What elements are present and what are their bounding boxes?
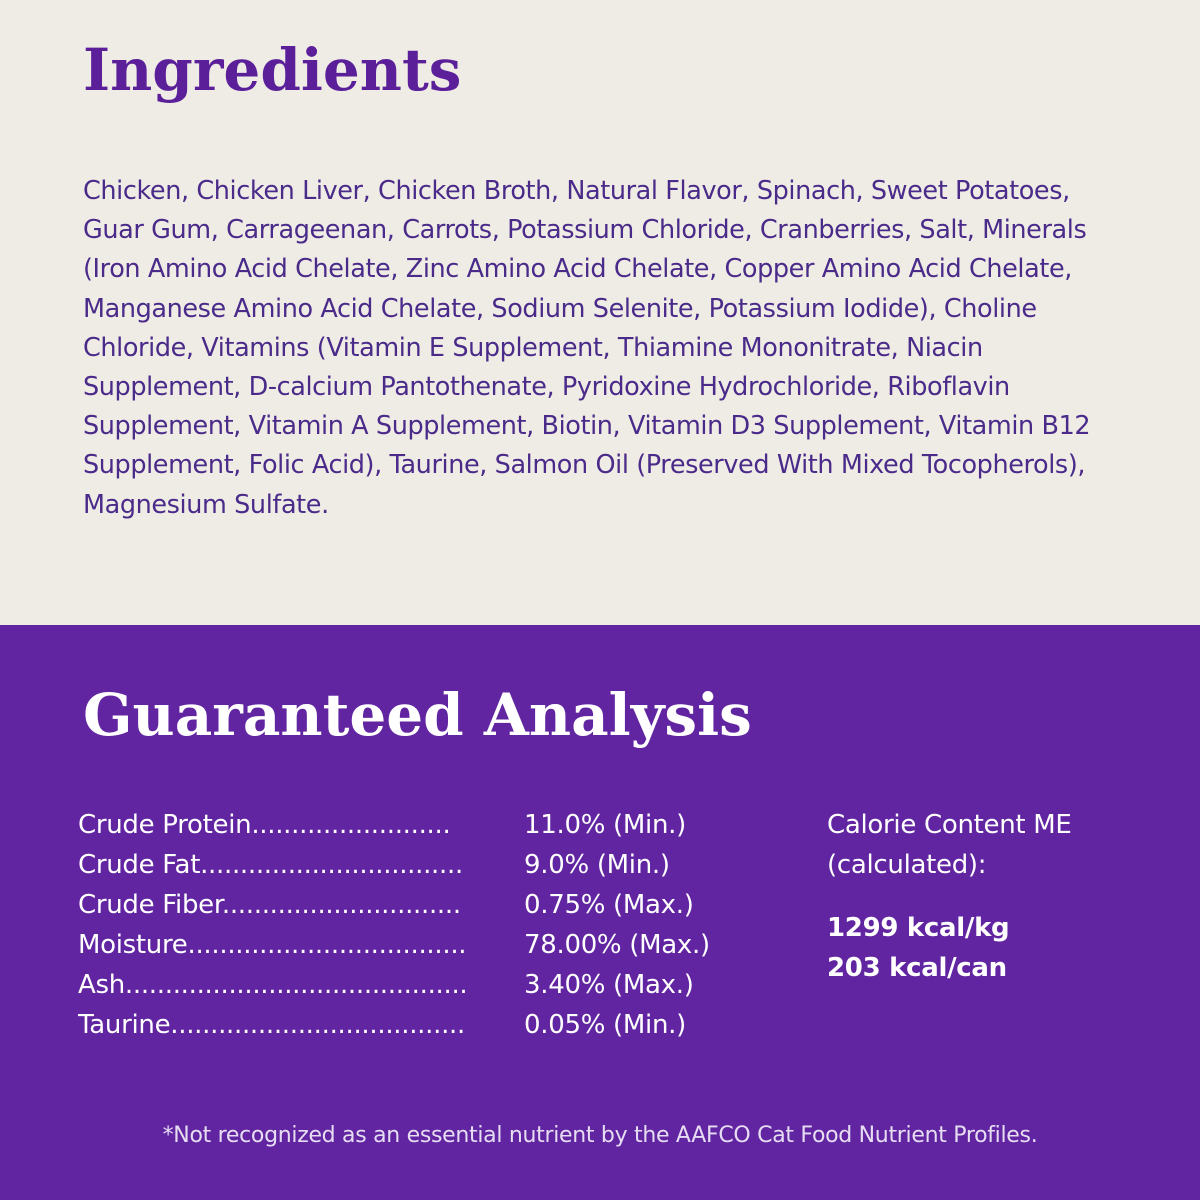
analysis-row-ash	[78, 965, 768, 1005]
guaranteed-analysis-heading: Guaranteed Analysis	[83, 681, 752, 749]
analysis-row-label: Crude Protein.........................	[78, 810, 451, 840]
analysis-row-moisture	[78, 925, 768, 965]
analysis-table	[78, 805, 768, 1045]
ingredients-list: Chicken, Chicken Liver, Chicken Broth, Natural Flavor, Spinach, Sweet Potatoes, Guar Gum, Carrageenan, Carrots, Potassium Chloride, Cranberries, Salt, Minerals (Iron Amino Acid Chelate, Zinc Amino Acid Chelate, Copper Amino Acid Chelate, Manganese Amino Acid Chelate, Sodium Selenite, Potassium Iodide), Choline Chloride, Vitamins (Vitamin E Supplement, Thiamine Mononitrate, Niacin Supplement, D-calcium Pantothenate, Pyridoxine Hydrochloride, Riboflavin Supplement, Vitamin A Supplement, Biotin, Vitamin D3 Supplement, Vitamin B12 Supplement, Folic Acid), Taurine, Salmon Oil (Preserved With Mixed Tocopherols), Magnesium Sulfate.	[83, 176, 1091, 520]
analysis-row-label: Taurine.....................................	[78, 1010, 465, 1040]
analysis-row-label: Crude Fiber..............................	[78, 890, 461, 920]
analysis-row-label: Ash...........................................	[78, 970, 468, 1000]
analysis-row-value: 78.00% (Max.)	[524, 930, 710, 960]
calorie-label-line1: Calorie Content ME	[827, 810, 1072, 840]
analysis-row-label: Moisture...................................	[78, 930, 467, 960]
calorie-value-per-can: 203 kcal/can	[827, 953, 1007, 983]
calorie-value-per-kg: 1299 kcal/kg	[827, 913, 1010, 943]
analysis-row-crude-fiber	[78, 885, 768, 925]
calorie-values	[827, 908, 1157, 988]
analysis-row-crude-fat	[78, 845, 768, 885]
analysis-row-value: 3.40% (Max.)	[524, 970, 694, 1000]
analysis-row-label: Crude Fat.................................	[78, 850, 463, 880]
guaranteed-analysis-section	[0, 625, 1200, 1200]
analysis-row-value: 9.0% (Min.)	[524, 850, 670, 880]
analysis-row-taurine	[78, 1005, 768, 1045]
analysis-row-value: 11.0% (Min.)	[524, 810, 686, 840]
analysis-row-value: 0.75% (Max.)	[524, 890, 694, 920]
analysis-row-value: 0.05% (Min.)	[524, 1010, 686, 1040]
ingredients-heading: Ingredients	[83, 36, 462, 104]
calorie-content	[827, 805, 1157, 988]
footnote: *Not recognized as an essential nutrient by the AAFCO Cat Food Nutrient Profiles.	[162, 1123, 1038, 1148]
analysis-row-crude-protein	[78, 805, 768, 845]
calorie-label-line2: (calculated):	[827, 850, 987, 880]
